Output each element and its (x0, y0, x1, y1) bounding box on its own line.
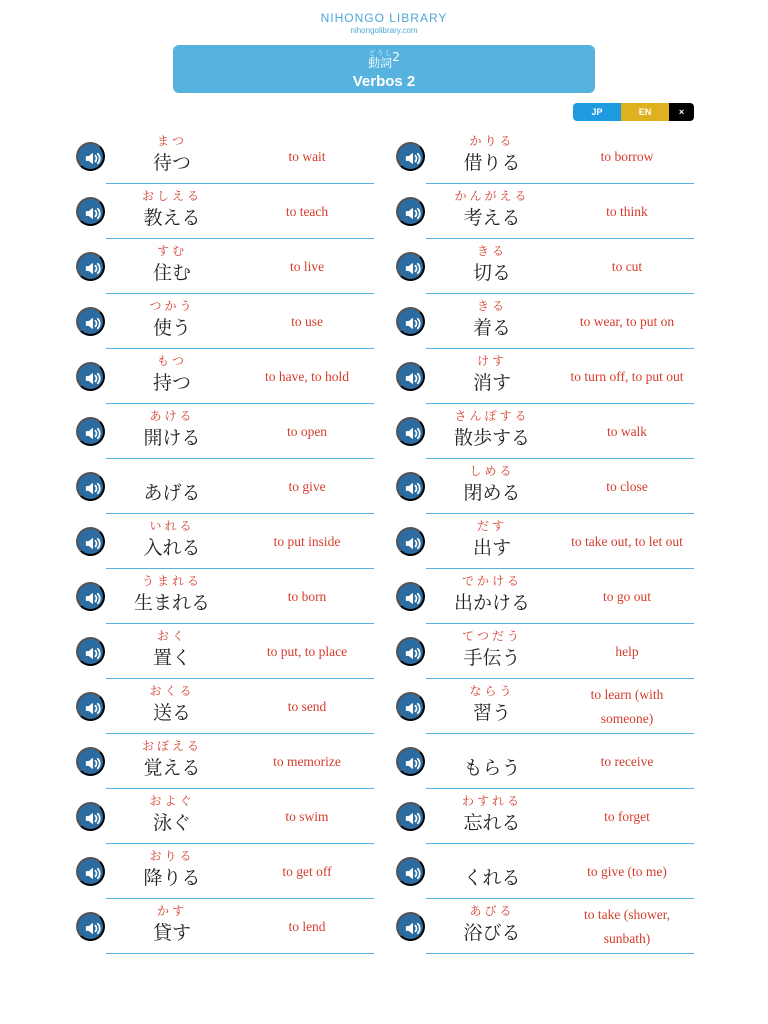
play-audio-button[interactable] (396, 362, 425, 391)
word-kanji: 忘れる (463, 812, 521, 834)
close-button[interactable]: × (669, 103, 694, 121)
play-audio-button[interactable] (396, 857, 425, 886)
speaker-icon (403, 809, 422, 828)
word-meaning: to teach (285, 204, 329, 219)
word-meaning: to live (289, 259, 325, 274)
word-kanji: 泳ぐ (152, 812, 191, 834)
play-audio-button[interactable] (396, 747, 425, 776)
word-kanji: 教える (143, 207, 201, 229)
vocab-column-left (76, 129, 374, 954)
japanese-word (430, 243, 554, 287)
play-audio-button[interactable] (76, 197, 105, 226)
japanese-word (110, 133, 234, 177)
vocab-row (76, 349, 374, 404)
word-reading: いれる (149, 519, 195, 533)
speaker-icon (403, 479, 422, 498)
japanese-word (110, 298, 234, 342)
word-reading (110, 463, 234, 480)
word-reading: でかける (461, 574, 522, 588)
word-kanji: 降りる (143, 867, 201, 889)
play-audio-button[interactable] (396, 802, 425, 831)
word-kanji: 入れる (143, 537, 201, 559)
play-audio-button[interactable] (76, 912, 105, 941)
speaker-icon (83, 479, 102, 498)
vocab-row (396, 129, 694, 184)
word-reading: あける (149, 409, 195, 423)
japanese-word (110, 683, 234, 727)
speaker-icon (83, 754, 102, 773)
title-spanish: Verbos 2 (352, 73, 416, 90)
row-divider (426, 953, 694, 955)
word-reading: かんがえる (454, 189, 530, 203)
speaker-icon (83, 534, 102, 553)
speaker-icon (403, 149, 422, 168)
japanese-word (430, 188, 554, 232)
speaker-icon (83, 424, 102, 443)
speaker-icon (83, 809, 102, 828)
word-meaning: to turn off, to put out (570, 369, 684, 384)
play-audio-button[interactable] (76, 527, 105, 556)
vocab-row (76, 514, 374, 569)
site-url: nihongolibrary.com (350, 26, 418, 35)
word-meaning: to forget (604, 809, 650, 824)
speaker-icon (83, 204, 102, 223)
word-reading: およぐ (149, 794, 195, 808)
vocab-row (76, 459, 374, 514)
word-reading: もつ (156, 354, 187, 368)
japanese-word (430, 518, 554, 562)
speaker-icon (403, 754, 422, 773)
speaker-icon (403, 589, 422, 608)
word-kanji: 切る (472, 262, 511, 284)
word-meaning: help (615, 644, 639, 659)
word-reading: ならう (469, 684, 515, 698)
japanese-word (430, 903, 554, 947)
speaker-icon (83, 589, 102, 608)
title-kanji-reading: どうし (368, 50, 393, 57)
title-kanji: 動詞どうし (368, 50, 393, 70)
word-kanji: 着る (472, 317, 511, 339)
word-reading: かす (156, 904, 187, 918)
word-meaning: to wait (288, 149, 326, 164)
word-kanji: 消す (472, 372, 511, 394)
word-reading: かりる (469, 134, 515, 148)
speaker-icon (403, 314, 422, 333)
site-header (0, 11, 768, 35)
word-meaning: to borrow (600, 149, 654, 164)
word-kanji: 考える (463, 207, 521, 229)
word-kanji: 使う (152, 317, 191, 339)
japanese-word (430, 738, 554, 782)
play-audio-button[interactable] (76, 582, 105, 611)
word-kanji: 出す (472, 537, 511, 559)
vocab-row (76, 899, 374, 954)
japanese-word (110, 188, 234, 232)
word-reading: あびる (469, 904, 515, 918)
vocab-row (76, 789, 374, 844)
word-meaning: to receive (600, 754, 654, 769)
word-meaning: to wear, to put on (579, 314, 675, 329)
word-kanji: 置く (152, 647, 191, 669)
japanese-word (430, 793, 554, 837)
vocab-row (396, 734, 694, 789)
play-audio-button[interactable] (76, 747, 105, 776)
word-kanji: 持つ (152, 372, 191, 394)
word-reading: おぼえる (141, 739, 202, 753)
vocab-row (396, 789, 694, 844)
japanese-word (430, 463, 554, 507)
speaker-icon (403, 424, 422, 443)
word-reading: つかう (149, 299, 195, 313)
word-meaning: to go out (602, 589, 651, 604)
word-reading: きる (476, 244, 507, 258)
word-reading: しめる (469, 464, 515, 478)
japanese-word (110, 793, 234, 837)
play-audio-button[interactable] (76, 802, 105, 831)
word-meaning: to swim (285, 809, 329, 824)
play-audio-button[interactable] (76, 307, 105, 336)
speaker-icon (83, 314, 102, 333)
word-meaning: to get off (282, 864, 332, 879)
vocab-row (396, 459, 694, 514)
word-reading: うまれる (141, 574, 202, 588)
japanese-word (430, 848, 554, 892)
word-meaning: to use (291, 314, 323, 329)
japanese-word (430, 628, 554, 672)
play-audio-button[interactable] (396, 527, 425, 556)
word-meaning: to born (287, 589, 327, 604)
japanese-word (110, 353, 234, 397)
japanese-word (430, 573, 554, 617)
vocab-row (396, 239, 694, 294)
word-meaning: to walk (606, 424, 648, 439)
word-kanji: 住む (152, 262, 191, 284)
play-audio-button[interactable] (396, 472, 425, 501)
japanese-word (110, 848, 234, 892)
word-kanji: 浴びる (463, 922, 521, 944)
vocab-row (76, 129, 374, 184)
vocab-row (396, 899, 694, 954)
japanese-word (430, 408, 554, 452)
word-meaning: to learn (with someone) (590, 687, 664, 726)
word-meaning: to cut (611, 259, 643, 274)
play-audio-button[interactable] (76, 417, 105, 446)
vocab-row (76, 404, 374, 459)
word-kanji: 借りる (463, 152, 521, 174)
speaker-icon (403, 864, 422, 883)
speaker-icon (403, 699, 422, 718)
word-meaning: to open (286, 424, 328, 439)
speaker-icon (83, 864, 102, 883)
word-kanji: 送る (152, 702, 191, 724)
word-kanji: 待つ (152, 152, 191, 174)
word-reading: おくる (149, 684, 195, 698)
site-name: NIHONGO LIBRARY (320, 11, 448, 25)
speaker-icon (403, 644, 422, 663)
word-kanji: 習う (472, 702, 511, 724)
word-reading: わすれる (461, 794, 522, 808)
vocab-row (396, 514, 694, 569)
japanese-word (110, 463, 234, 507)
play-audio-button[interactable] (396, 197, 425, 226)
word-reading (430, 848, 554, 865)
word-meaning: to give (to me) (587, 864, 667, 879)
vocab-row (396, 184, 694, 239)
word-kanji: 貸す (152, 922, 191, 944)
vocab-row (396, 569, 694, 624)
word-meaning: to close (606, 479, 648, 494)
play-audio-button[interactable] (396, 142, 425, 171)
word-meaning: to have, to hold (265, 369, 349, 384)
play-audio-button[interactable] (76, 362, 105, 391)
play-audio-button[interactable] (396, 582, 425, 611)
word-meaning: to memorize (273, 754, 341, 769)
vocab-row (396, 349, 694, 404)
vocab-row (76, 569, 374, 624)
vocab-row (76, 239, 374, 294)
word-kanji: 出かける (453, 592, 530, 614)
word-meaning: to put, to place (266, 644, 348, 659)
word-reading: さんぽする (454, 409, 530, 423)
word-meaning: to give (288, 479, 326, 494)
play-audio-button[interactable] (396, 417, 425, 446)
japanese-word (110, 738, 234, 782)
word-kanji: 散歩する (453, 427, 530, 449)
japanese-word (110, 573, 234, 617)
speaker-icon (83, 644, 102, 663)
word-kanji: 開ける (143, 427, 201, 449)
play-audio-button[interactable] (76, 857, 105, 886)
play-audio-button[interactable] (76, 252, 105, 281)
japanese-word (430, 353, 554, 397)
speaker-icon (83, 369, 102, 388)
vocab-row (396, 624, 694, 679)
vocab-row (76, 294, 374, 349)
word-kanji: もらう (463, 757, 521, 779)
vocab-row (76, 624, 374, 679)
speaker-icon (403, 919, 422, 938)
speaker-icon (83, 149, 102, 168)
word-reading (430, 738, 554, 755)
speaker-icon (83, 699, 102, 718)
word-meaning: to take out, to let out (571, 534, 683, 549)
word-reading: おしえる (141, 189, 202, 203)
title-japanese (368, 50, 400, 70)
word-meaning: to put inside (273, 534, 341, 549)
page-title-banner (173, 45, 595, 93)
vocab-row (396, 844, 694, 899)
play-audio-button[interactable] (76, 637, 105, 666)
play-audio-button[interactable] (396, 692, 425, 721)
word-reading: おりる (149, 849, 195, 863)
play-audio-button[interactable] (396, 307, 425, 336)
japanese-word (110, 518, 234, 562)
speaker-icon (83, 919, 102, 938)
vocab-row (396, 404, 694, 459)
play-audio-button[interactable] (396, 912, 425, 941)
vocab-row (396, 679, 694, 734)
word-kanji: あげる (143, 482, 201, 504)
vocab-row (76, 734, 374, 789)
row-divider (106, 953, 374, 955)
language-toggle (573, 103, 694, 121)
japanese-word (110, 408, 234, 452)
play-audio-button[interactable] (76, 472, 105, 501)
word-kanji: 閉める (463, 482, 521, 504)
word-reading: すむ (156, 244, 187, 258)
play-audio-button[interactable] (76, 142, 105, 171)
speaker-icon (403, 204, 422, 223)
vocab-row (76, 184, 374, 239)
show-japanese-button[interactable]: JP (573, 103, 621, 121)
word-meaning: to think (606, 204, 648, 219)
vocab-row (76, 844, 374, 899)
play-audio-button[interactable] (76, 692, 105, 721)
word-meaning: to take (shower, sunbath) (583, 907, 671, 946)
speaker-icon (403, 369, 422, 388)
word-meaning: to send (287, 699, 327, 714)
vocab-row (76, 679, 374, 734)
word-kanji: 生まれる (133, 592, 210, 614)
word-kanji: くれる (463, 867, 521, 889)
speaker-icon (403, 534, 422, 553)
japanese-word (110, 628, 234, 672)
title-number: 2 (392, 50, 400, 64)
word-reading: まつ (156, 134, 187, 148)
japanese-word (430, 683, 554, 727)
play-audio-button[interactable] (396, 637, 425, 666)
show-english-button[interactable]: EN (621, 103, 669, 121)
word-reading: おく (156, 629, 187, 643)
word-kanji: 覚える (143, 757, 201, 779)
japanese-word (110, 243, 234, 287)
word-reading: だす (476, 519, 507, 533)
speaker-icon (403, 259, 422, 278)
word-reading: てつだう (461, 629, 522, 643)
speaker-icon (83, 259, 102, 278)
vocab-column-right (396, 129, 694, 954)
japanese-word (430, 133, 554, 177)
word-kanji: 手伝う (463, 647, 521, 669)
japanese-word (110, 903, 234, 947)
word-reading: けす (476, 354, 507, 368)
vocab-row (396, 294, 694, 349)
play-audio-button[interactable] (396, 252, 425, 281)
word-reading: きる (476, 299, 507, 313)
word-meaning: to lend (288, 919, 326, 934)
japanese-word (430, 298, 554, 342)
